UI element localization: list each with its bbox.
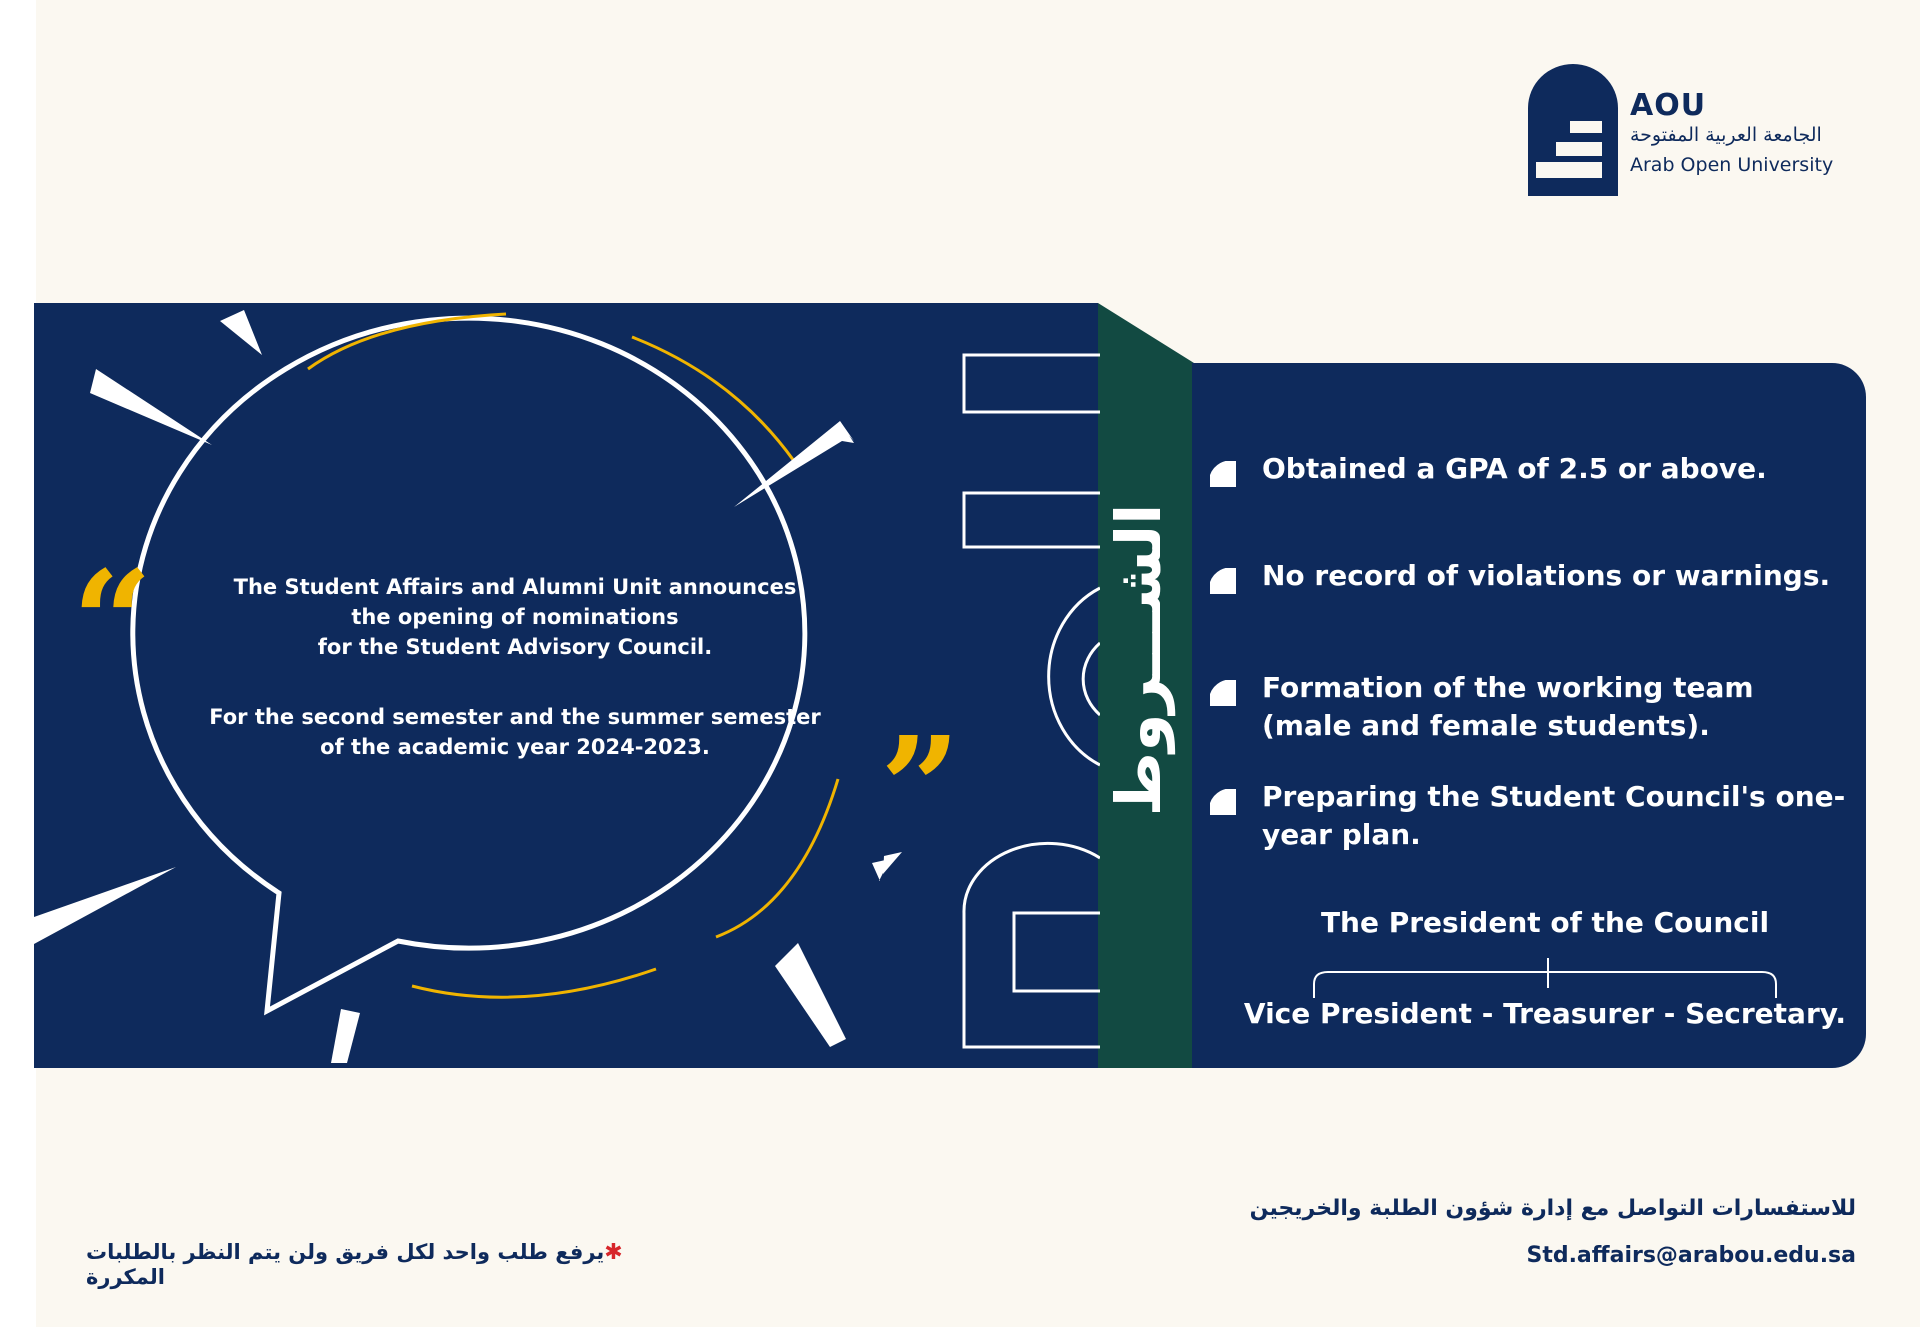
- footnote: [86, 1240, 706, 1289]
- bullet-icon: [1210, 680, 1236, 706]
- open-quote-icon: “: [72, 541, 153, 705]
- outlined-aou-letters: [964, 355, 1100, 1047]
- bullet-icon: [1210, 789, 1236, 815]
- announcement-line-3: for the Student Advisory Council.: [317, 635, 713, 659]
- condition-text: Formation of the working team (male and female students).: [1262, 671, 1754, 742]
- conditions-title-vertical: [1098, 500, 1194, 820]
- logo-name-arabic: الجامعة العربية المفتوحة: [1630, 124, 1822, 146]
- aou-logo: [1528, 64, 1858, 198]
- logo-arch-icon: [1528, 64, 1618, 196]
- announcement-line-2: the opening of nominations: [351, 605, 679, 629]
- announcement-text: [180, 572, 850, 762]
- close-quote-icon: ”: [880, 707, 961, 871]
- condition-text: No record of violations or warnings.: [1262, 559, 1831, 592]
- bullet-icon: [1210, 461, 1236, 487]
- council-hierarchy-bracket: [1310, 958, 1780, 1000]
- contact-inquiry: للاستفسارات التواصل مع إدارة شؤون الطلبة والخريجين: [1249, 1196, 1856, 1221]
- asterisk-icon: ✱: [604, 1240, 623, 1265]
- footnote-text: يرفع طلب واحد لكل فريق ولن يتم النظر بالطلبات المكررة: [86, 1240, 605, 1289]
- contact-email-link[interactable]: Std.affairs@arabou.edu.sa: [1526, 1243, 1856, 1268]
- condition-text: Obtained a GPA of 2.5 or above.: [1262, 452, 1767, 485]
- strip-notch: [1098, 303, 1194, 363]
- council-officers: Vice President - Treasurer - Secretary.: [1243, 997, 1847, 1030]
- condition-text: Preparing the Student Council's one-year plan.: [1262, 780, 1846, 851]
- announcement-line-4: For the second semester and the summer semester: [209, 705, 821, 729]
- logo-name-english: Arab Open University: [1630, 154, 1834, 176]
- bullet-icon: [1210, 568, 1236, 594]
- logo-abbreviation: AOU: [1630, 88, 1707, 123]
- council-president: The President of the Council: [1320, 906, 1770, 939]
- announcement-line-1: The Student Affairs and Alumni Unit announces: [233, 575, 797, 599]
- announcement-line-5: of the academic year 2024-2023.: [320, 735, 710, 759]
- conditions-title-text: الشـــروط: [1102, 503, 1175, 817]
